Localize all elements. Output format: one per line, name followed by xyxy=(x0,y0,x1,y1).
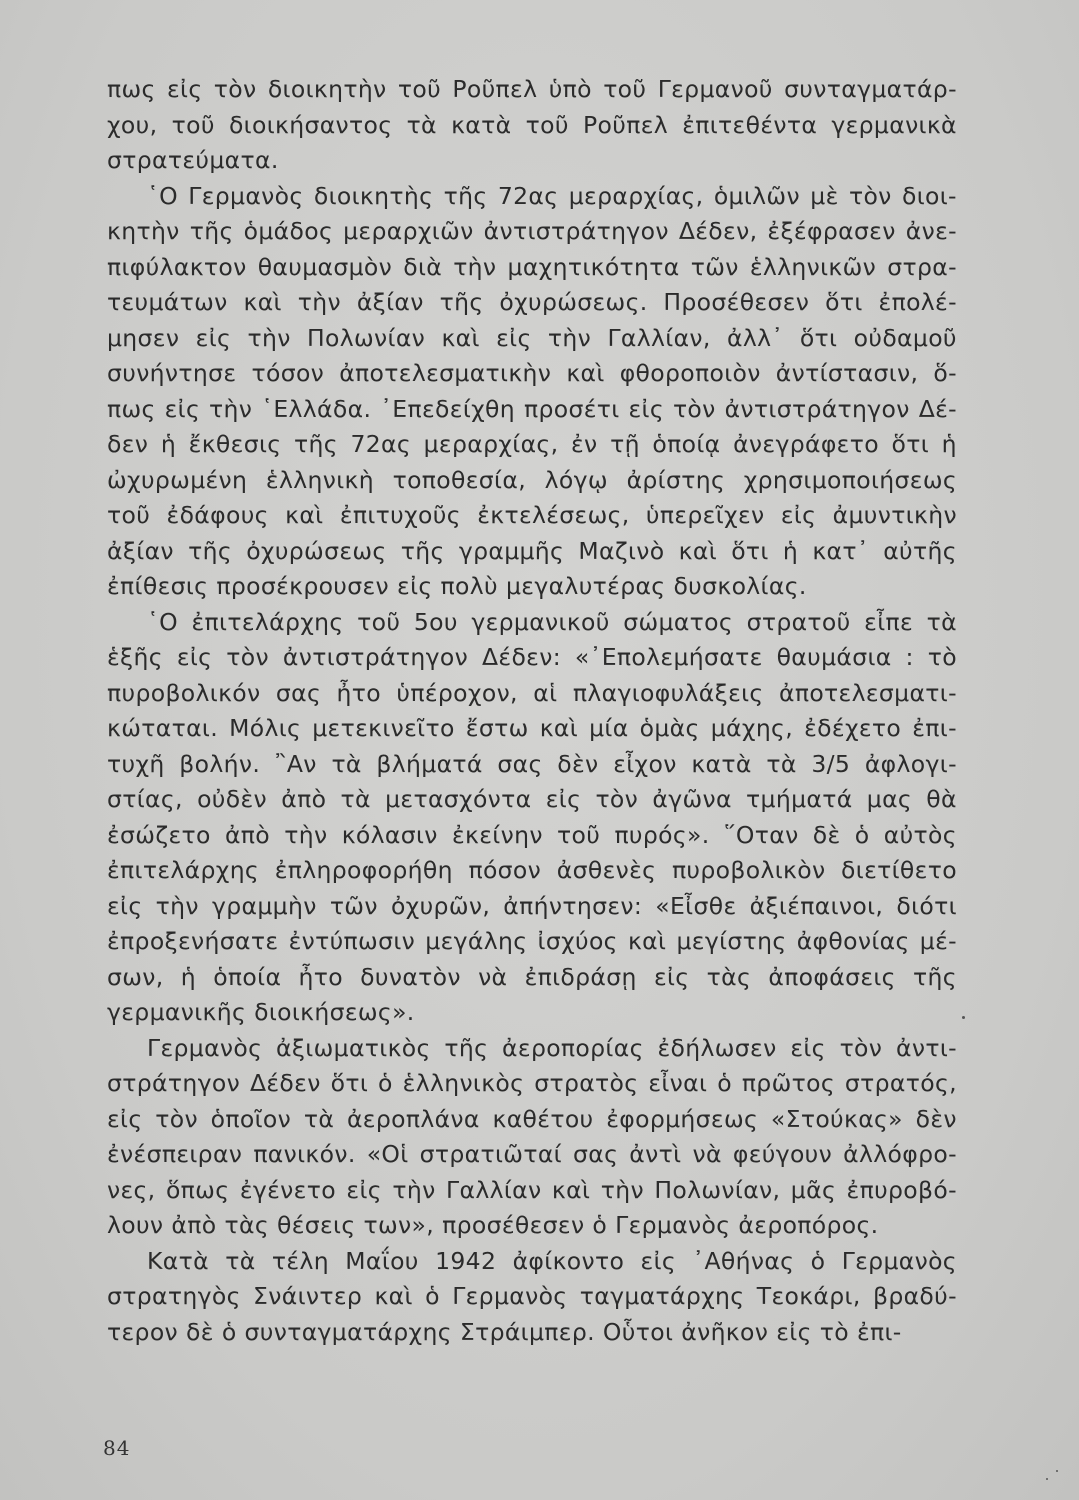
text-line: λουν ἀπὸ τὰς θέσεις των», προσέθεσεν ὁ Γερμανὸς ἀεροπόρος. xyxy=(107,1211,879,1239)
text-line: νες, ὅπως ἐγένετο εἰς τὴν Γαλλίαν καὶ τὴν Πολωνίαν, μᾶς ἐπυροβό- xyxy=(107,1175,957,1204)
page-number: 84 xyxy=(103,1436,131,1460)
text-line: ῾Ο ἐπιτελάρχης τοῦ 5ου γερμανικοῦ σώματος στρατοῦ εἶπε τὰ xyxy=(147,607,957,636)
text-line: τερον δὲ ὁ συνταγματάρχης Στράιμπερ. Οὗτοι ἀνῆκον εἰς τὸ ἐπι- xyxy=(107,1317,902,1346)
paragraph xyxy=(107,1031,957,1244)
text-line: ἑξῆς εἰς τὸν ἀντιστράτηγον Δέδεν: «᾽Επολεμήσατε θαυμάσια : τὸ xyxy=(107,643,957,671)
text-line: εἰς τὴν γραμμὴν τῶν ὀχυρῶν, ἀπήντησεν: «Εἶσθε ἀξιέπαινοι, διότι xyxy=(107,891,957,920)
text-line: ῾Ο Γερμανὸς διοικητὴς τῆς 72ας μεραρχίας, ὁμιλῶν μὲ τὸν διοι- xyxy=(147,181,957,210)
paragraph xyxy=(107,1244,957,1351)
body-text xyxy=(107,72,957,1350)
text-line: μησεν εἰς τὴν Πολωνίαν καὶ εἰς τὴν Γαλλίαν, ἀλλ᾽ ὅτι οὐδαμοῦ xyxy=(107,323,957,352)
text-line: στίας, οὐδὲν ἀπὸ τὰ μετασχόντα εἰς τὸν ἀγῶνα τμήματά μας θὰ xyxy=(107,785,957,813)
text-line: στρατεύματα. xyxy=(107,146,279,174)
text-line: στράτηγον Δέδεν ὅτι ὁ ἑλληνικὸς στρατὸς εἶναι ὁ πρῶτος στρατός, xyxy=(107,1069,957,1097)
text-line: ἐπίθεσις προσέκρουσεν εἰς πολὺ μεγαλυτέρας δυσκολίας. xyxy=(107,572,807,600)
text-line: ἐνέσπειραν πανικόν. «Οἱ στρατιῶταί σας ἀντὶ νὰ φεύγουν ἀλλόφρο- xyxy=(107,1140,957,1168)
paper-speck xyxy=(1046,1478,1048,1480)
text-line: εἰς τὸν ὁποῖον τὰ ἀεροπλάνα καθέτου ἐφορμήσεως «Στούκας» δὲν xyxy=(107,1104,957,1133)
text-line: τοῦ ἐδάφους καὶ ἐπιτυχοῦς ἐκτελέσεως, ὑπερεῖχεν εἰς ἀμυντικὴν xyxy=(107,501,957,529)
text-line: δεν ἡ ἔκθεσις τῆς 72ας μεραρχίας, ἐν τῇ ὁποίᾳ ἀνεγράφετο ὅτι ἡ xyxy=(107,430,957,458)
text-line: σων, ἡ ὁποία ἦτο δυνατὸν νὰ ἐπιδράσῃ εἰς τὰς ἀποφάσεις τῆς xyxy=(107,962,957,991)
text-line: συνήντησε τόσον ἀποτελεσματικὴν καὶ φθοροποιὸν ἀντίστασιν, ὅ- xyxy=(107,359,957,387)
paragraph xyxy=(107,179,957,605)
text-line: κώταται. Μόλις μετεκινεῖτο ἔστω καὶ μία ὁμὰς μάχης, ἐδέχετο ἐπι- xyxy=(107,714,957,742)
paper-speck xyxy=(1056,1470,1058,1472)
text-line: ἐπροξενήσατε ἐντύπωσιν μεγάλης ἰσχύος καὶ μεγίστης ἀφθονίας μέ- xyxy=(107,927,957,955)
text-line: ἀξίαν τῆς ὀχυρώσεως τῆς γραμμῆς Μαζινὸ καὶ ὅτι ἡ κατ᾽ αὐτῆς xyxy=(107,536,957,565)
text-line: χου, τοῦ διοικήσαντος τὰ κατὰ τοῦ Ροῦπελ ἐπιτεθέντα γερμανικὰ xyxy=(107,110,957,139)
text-line: Κατὰ τὰ τέλη Μαΐου 1942 ἀφίκοντο εἰς ᾽Αθήνας ὁ Γερμανὸς xyxy=(147,1246,957,1275)
text-line: πως εἰς τὸν διοικητὴν τοῦ Ροῦπελ ὑπὸ τοῦ Γερμανοῦ συνταγματάρ- xyxy=(107,75,957,103)
text-line: πως εἰς τὴν ῾Ελλάδα. ᾽Επεδείχθη προσέτι εἰς τὸν ἀντιστράτηγον Δέ- xyxy=(107,394,957,423)
text-line: τευμάτων καὶ τὴν ἀξίαν τῆς ὀχυρώσεως. Προσέθεσεν ὅτι ἐπολέ- xyxy=(107,288,957,316)
text-line: πυροβολικόν σας ἦτο ὑπέροχον, αἱ πλαγιοφυλάξεις ἀποτελεσματι- xyxy=(107,678,957,707)
text-line: ἐσώζετο ἀπὸ τὴν κόλασιν ἐκείνην τοῦ πυρός». ῞Οταν δὲ ὁ αὐτὸς xyxy=(107,820,957,849)
text-line: στρατηγὸς Σνάιντερ καὶ ὁ Γερμανὸς ταγματάρχης Τεοκάρι, βραδύ- xyxy=(107,1282,957,1310)
text-line: πιφύλακτον θαυμασμὸν διὰ τὴν μαχητικότητα τῶν ἑλληνικῶν στρα- xyxy=(107,252,957,281)
text-line: κητὴν τῆς ὁμάδος μεραρχιῶν ἀντιστράτηγον Δέδεν, ἐξέφρασεν ἀνε- xyxy=(107,217,957,245)
paper-speck xyxy=(962,1016,965,1019)
text-line: ὠχυρωμένη ἑλληνικὴ τοποθεσία, λόγῳ ἀρίστης χρησιμοποιήσεως xyxy=(107,465,957,494)
text-line: ἐπιτελάρχης ἐπληροφορήθη πόσον ἀσθενὲς πυροβολικὸν διετίθετο xyxy=(107,856,957,884)
text-line: γερμανικῆς διοικήσεως». xyxy=(107,998,415,1026)
text-line: τυχῆ βολήν. ῍Αν τὰ βλήματά σας δὲν εἶχον κατὰ τὰ 3/5 ἀφλογι- xyxy=(107,749,957,778)
paragraph xyxy=(107,72,957,179)
text-line: Γερμανὸς ἀξιωματικὸς τῆς ἀεροπορίας ἐδήλωσεν εἰς τὸν ἀντι- xyxy=(147,1033,957,1062)
paragraph xyxy=(107,605,957,1031)
